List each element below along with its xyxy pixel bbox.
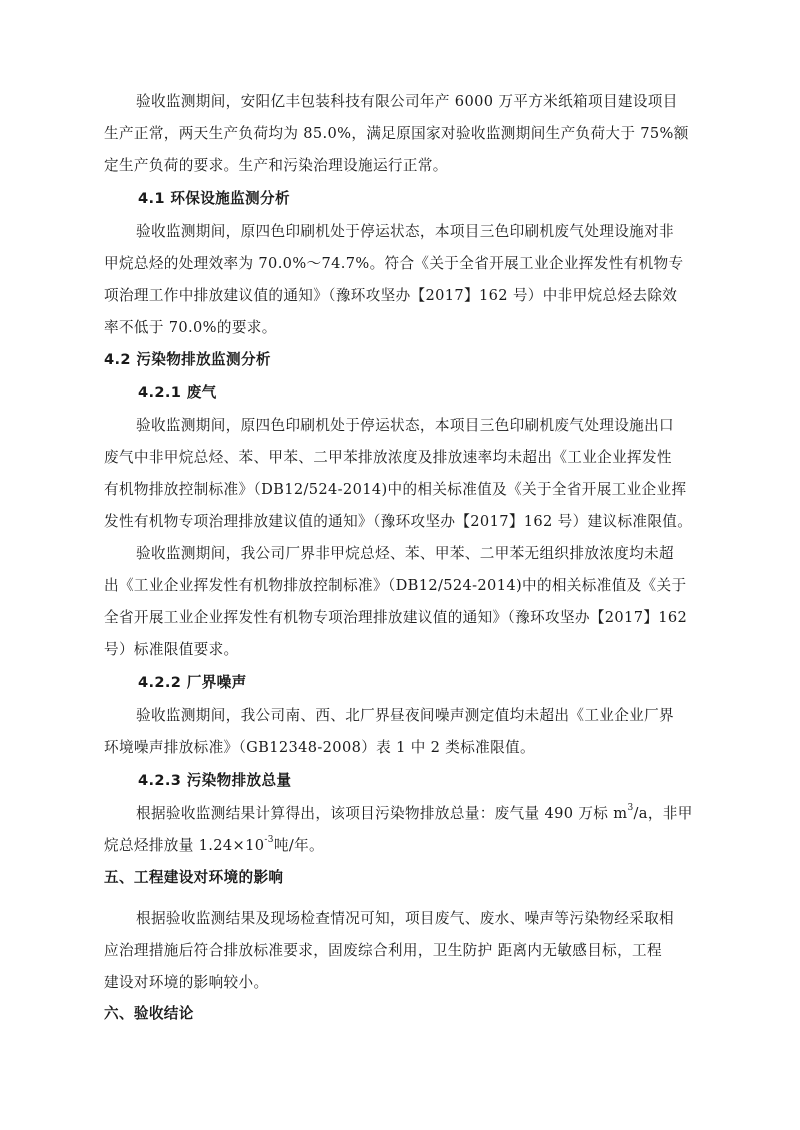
para-production-line-3: 定生产负荷的要求。生产和污染治理设施运行正常。 [104, 157, 448, 174]
para-impact-line-3: 建设对环境的影响较小。 [104, 974, 269, 991]
para-facility-line-2: 甲烷总烃的处理效率为 70.0%～74.7%。符合《关于全省开展工业企业挥发性有机物专 [104, 255, 684, 272]
para-facility-line-1: 验收监测期间，原四色印刷机处于停运状态，本项目三色印刷机废气处理设施对非 [136, 223, 674, 240]
para-fugitive-line-2: 出《工业企业挥发性有机物排放控制标准》（DB12/524-2014)中的相关标准值及《关于 [104, 577, 687, 594]
nmhc-emission-text-b: 吨/年。 [273, 837, 324, 854]
heading-4-1: 4.1 环保设施监测分析 [138, 190, 290, 207]
para-fugitive-line-4: 号）标准限值要求。 [104, 641, 239, 658]
para-noise-line-1: 验收监测期间，我公司南、西、北厂界昼夜间噪声测定值均未超出《工业企业厂界 [136, 707, 674, 724]
heading-4-2-3: 4.2.3 污染物排放总量 [138, 772, 292, 789]
para-production-line-2: 生产正常，两天生产负荷均为 85.0%，满足原国家对验收监测期间生产负荷大于 75%额 [104, 125, 689, 142]
para-waste-gas-line-2: 废气中非甲烷总烃、苯、甲苯、二甲苯排放浓度及排放速率均未超出《工业企业挥发性 [104, 449, 672, 466]
exponent-superscript: -3 [264, 835, 274, 846]
heading-section-6: 六、验收结论 [104, 1005, 194, 1022]
para-facility-line-4: 率不低于 70.0%的要求。 [104, 319, 277, 336]
para-total-emission-line-1 [136, 804, 693, 824]
para-total-emission-line-2 [104, 836, 324, 856]
heading-4-2-2: 4.2.2 厂界噪声 [138, 674, 247, 691]
para-waste-gas-line-1: 验收监测期间，原四色印刷机处于停运状态，本项目三色印刷机废气处理设施出口 [136, 417, 674, 434]
para-production-line-1: 验收监测期间，安阳亿丰包装科技有限公司年产 6000 万平方米纸箱项目建设项目 [136, 93, 678, 110]
heading-4-2-1: 4.2.1 废气 [138, 384, 217, 401]
para-impact-line-1: 根据验收监测结果及现场检查情况可知，项目废气、废水、噪声等污染物经采取相 [136, 910, 674, 927]
para-waste-gas-line-3: 有机物排放控制标准》（DB12/524-2014)中的相关标准值及《关于全省开展工业企业挥 [104, 481, 687, 498]
cubic-superscript: 3 [627, 803, 634, 814]
para-waste-gas-line-4: 发性有机物专项治理排放建议值的通知》（豫环攻坚办【2017】162 号）建议标准限值。 [104, 513, 693, 530]
total-emission-text-b: /a，非甲 [633, 805, 693, 822]
heading-section-5: 五、工程建设对环境的影响 [104, 869, 284, 886]
para-facility-line-3: 项治理工作中排放建议值的通知》（豫环攻坚办【2017】162 号）中非甲烷总烃去除效 [104, 287, 678, 304]
para-fugitive-line-1: 验收监测期间，我公司厂界非甲烷总烃、苯、甲苯、二甲苯无组织排放浓度均未超 [136, 545, 674, 562]
total-emission-text-a: 根据验收监测结果计算得出，该项目污染物排放总量：废气量 490 万标 m [136, 805, 628, 822]
para-impact-line-2: 应治理措施后符合排放标准要求，固废综合利用，卫生防护 距离内无敏感目标，工程 [104, 942, 662, 959]
para-fugitive-line-3: 全省开展工业企业挥发性有机物专项治理排放建议值的通知》（豫环攻坚办【2017】162 [104, 609, 688, 626]
heading-4-2: 4.2 污染物排放监测分析 [104, 351, 271, 368]
para-noise-line-2: 环境噪声排放标准》（GB12348-2008）表 1 中 2 类标准限值。 [104, 739, 535, 756]
nmhc-emission-text-a: 烷总烃排放量 1.24×10 [104, 837, 265, 854]
